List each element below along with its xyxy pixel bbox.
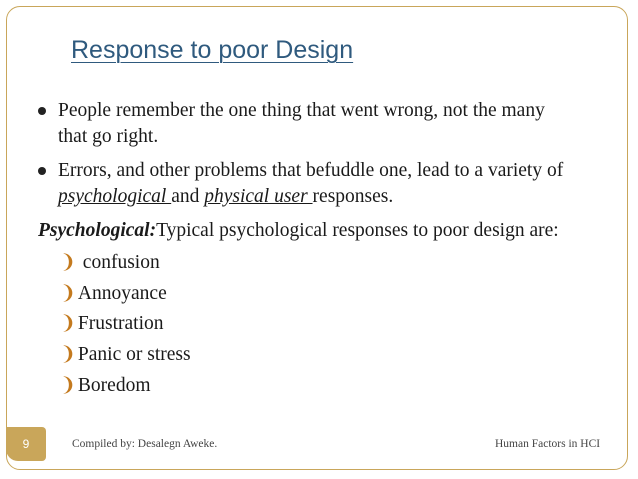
sub-item-label: Boredom: [77, 375, 151, 396]
sub-bullet-icon: ❩: [60, 252, 76, 273]
bullet-1-line-1: People remember the one thing that went wrong, not the many: [58, 100, 545, 121]
sub-item-boredom: [60, 373, 151, 398]
footer-compiled-by: Compiled by: Desalegn Aweke.: [72, 438, 218, 450]
sub-bullet-icon: ❩: [60, 283, 76, 304]
bullet-1-line-2: that go right.: [58, 126, 159, 147]
sub-bullet-icon: ❩: [60, 375, 76, 396]
footer-course: Human Factors in HCI: [495, 438, 601, 450]
responses-text: responses.: [312, 186, 394, 207]
bullet-dot-icon: [38, 167, 46, 175]
page-number-badge: 9: [6, 427, 46, 461]
sub-item-label: Frustration: [77, 313, 164, 334]
psychological-line: [38, 218, 559, 243]
sub-item-label: Panic or stress: [77, 344, 191, 365]
bullet-2-line-2: [58, 184, 618, 209]
sub-bullet-icon: ❩: [60, 313, 76, 334]
sub-bullet-icon: ❩: [60, 344, 76, 365]
sub-item-frustration: [60, 311, 164, 336]
psychological-heading: Psychological:: [38, 220, 157, 241]
bullet-2-line-1: Errors, and other problems that befuddle one, lead to a variety of: [58, 160, 564, 181]
sub-item-confusion: [60, 250, 160, 275]
slide-title: Response to poor Design: [71, 36, 354, 64]
psychological-text: Typical psychological responses to poor design are:: [156, 220, 559, 241]
sub-item-label: confusion: [77, 252, 160, 273]
sub-item-label: Annoyance: [77, 283, 167, 304]
and-text: and: [171, 186, 205, 207]
psychological-link-text: psychological: [58, 186, 172, 207]
sub-item-panic: [60, 342, 191, 367]
bullet-dot-icon: [38, 107, 46, 115]
sub-item-annoyance: [60, 281, 167, 306]
physical-user-link-text: physical user: [204, 186, 313, 207]
